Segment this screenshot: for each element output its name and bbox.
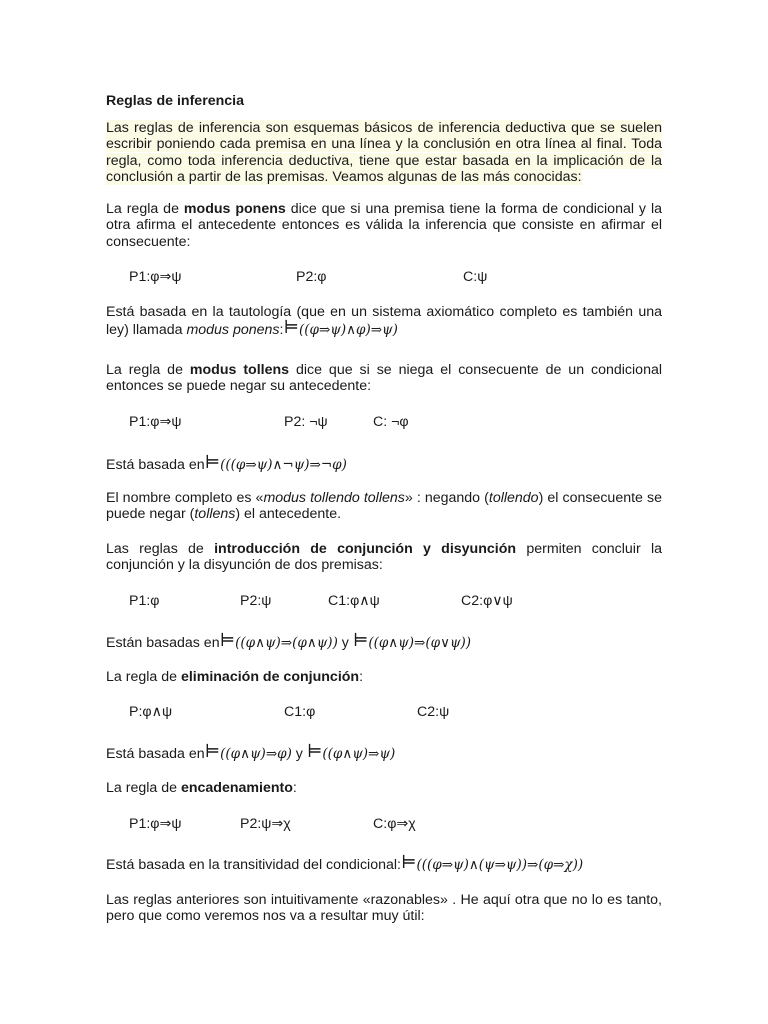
conclusion: C:φ⇒χ [373,816,416,832]
elim-conj-paragraph [106,669,662,685]
intro-paragraph [106,120,662,185]
conj-disj-paragraph [106,541,662,574]
premise-1: P1:φ⇒ψ [129,269,182,285]
conjunction-y: y [291,746,307,762]
chain-desc-post: : [292,780,297,796]
conj-disj-term: introducción de conjunción y disyunción [214,541,517,557]
entails-symbol: ⊨ [204,741,221,762]
tautology-formula: (((φ⇒ψ)∧(ψ⇒ψ))⇒(φ⇒χ)) [416,857,584,873]
tautology-formula-2: ((φ∧ψ)⇒ψ) [322,746,396,762]
premise-1: P1:φ [129,593,160,609]
entails-symbol: ⊨ [306,741,323,762]
chain-basis [106,852,662,873]
latin-tollendo: tollendo [488,490,539,506]
elim-conj-desc-post: : [359,669,364,685]
tautology-formula-1: ((φ∧ψ)⇒φ) [220,746,292,762]
premise-2: P2:ψ⇒χ [240,816,291,832]
modus-ponens-desc-post: dice que si una premisa tiene la forma de condicional y la otra afirma el antecedente entonces es válida la inferencia que consiste en afirmar el consecuente: [106,201,662,250]
elim-conj-desc-pre: La regla de [106,669,181,685]
conclusion-2: C2:ψ [417,704,450,720]
modus-tollens-basis [106,452,662,473]
modus-tollens-paragraph [106,362,662,395]
modus-tollens-name-paragraph [106,490,662,523]
conj-disj-schema [129,593,669,613]
tautology-formula: (((φ⇒ψ)∧¬ψ)⇒¬φ) [220,457,347,473]
conjunction-y: y [337,635,353,651]
page-title: Reglas de inferencia [106,93,244,109]
name-text-3: ) el consecuente se puede negar ( [106,490,662,523]
premise-2: P2:φ [296,269,327,285]
conj-disj-basis [106,630,662,651]
chain-basis-text: Está basada en la transitividad del condicional: [106,857,401,873]
modus-tollens-schema [129,414,669,434]
modus-ponens-italic: modus ponens [186,322,280,339]
tautology-formula: ((φ⇒ψ)∧φ)⇒ψ) [298,322,398,339]
premise-1: P1:φ⇒ψ [129,816,182,832]
entails-symbol: ⊨ [204,452,221,473]
modus-ponens-schema [129,269,669,289]
modus-ponens-basis-text: Está basada en la tautología (que en un sistema axiomático completo es también una ley) llamada [106,304,662,339]
conclusion: C:ψ [463,269,488,285]
closing-paragraph: Las reglas anteriores son intuitivamente «razonables» . He aquí otra que no lo es tanto, pero que como veremos nos va a resultar muy útil: [106,892,662,925]
entails-symbol: ⊨ [219,630,236,651]
modus-tollens-basis-text: Está basada en [106,457,205,473]
conj-disj-desc-post: permiten concluir la conjunción y la disyunción de dos premisas: [106,541,662,574]
premise: P:φ∧ψ [129,704,173,720]
elim-conj-basis [106,741,662,762]
chain-schema [129,816,669,836]
modus-ponens-desc-pre: La regla de [106,201,184,217]
premise-2: P2: ¬ψ [284,414,328,430]
conj-disj-desc-pre: Las reglas de [106,541,215,557]
conclusion-2: C2:φ∨ψ [461,593,513,609]
entails-symbol: ⊨ [283,317,299,339]
modus-ponens-term: modus ponens [183,201,286,217]
tautology-formula-1: ((φ∧ψ)⇒(φ∧ψ)) [235,635,338,651]
name-text-1: El nombre completo es « [106,490,264,506]
modus-ponens-paragraph [106,201,662,250]
modus-tollens-desc-pre: La regla de [106,362,190,378]
entails-symbol: ⊨ [400,852,417,873]
elim-conj-term: eliminación de conjunción [180,669,360,685]
name-text-2: » : negando ( [404,490,489,506]
elim-conj-basis-text: Está basada en [106,746,205,762]
latin-name: modus tollendo tollens [263,490,405,506]
intro-text: Las reglas de inferencia son esquemas básicos de inferencia deductiva que se suelen escribir poniendo cada premisa en una línea y la conclusión en otra línea al final. Toda regla, como toda inferencia deductiva, tiene que estar basada en la implicación de la conclusión a partir de las premisas. Veamos algunas de las más conocidas: [106,120,662,185]
tautology-formula-2: ((φ∧ψ)⇒(φ∨ψ)) [368,635,472,651]
modus-tollens-desc-post: dice que si se niega el consecuente de un condicional entonces se puede negar su antecedente: [106,362,662,395]
entails-symbol: ⊨ [352,630,369,651]
chain-paragraph [106,780,662,796]
colon: : [279,322,284,339]
conclusion-1: C1:φ [284,704,316,720]
elim-conj-schema [129,704,669,724]
latin-tollens: tollens [194,506,236,523]
chain-term: encadenamiento [180,780,293,796]
chain-desc-pre: La regla de [106,780,181,796]
premise-2: P2:ψ [240,593,272,609]
name-text-4: ) el antecedente. [235,506,342,523]
conclusion: C: ¬φ [373,414,409,430]
premise-1: P1:φ⇒ψ [129,414,182,430]
modus-ponens-basis [106,304,662,339]
conj-disj-basis-text: Están basadas en [106,635,220,651]
conclusion-1: C1:φ∧ψ [328,593,380,609]
modus-tollens-term: modus tollens [189,362,290,378]
